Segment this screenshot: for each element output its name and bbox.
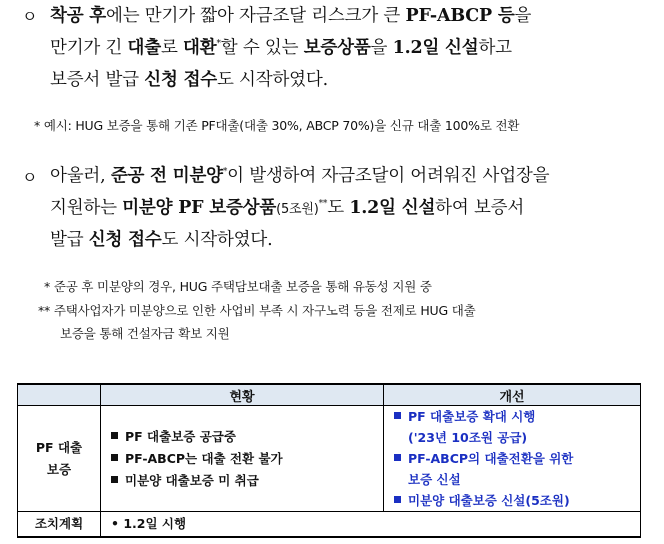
action-plan-value: • 1.2일 시행 [101, 512, 641, 538]
table-row [18, 512, 641, 538]
list-item: 미분양 대출보증 신설(5조원) [394, 490, 634, 511]
circle-bullet-icon: ㅇ [22, 7, 38, 26]
current-status-cell [101, 406, 384, 512]
p2-line-2: 지원하는 미분양 PF 보증상품(5조원)**도 1.2일 신설하여 보증서 [50, 198, 525, 218]
p2-footnote-2: ** 주택사업자가 미분양으로 인한 사업비 부족 시 자구노력 등을 전제로 HUG 대출 [38, 303, 476, 318]
p2-footnote-2-cont: 보증을 통해 건설자금 확보 지원 [60, 326, 230, 341]
table-header-empty [18, 384, 101, 406]
list-item-continuation: 보증 신설 [408, 472, 461, 487]
p1-line-1: 착공 후에는 만기가 짧아 자금조달 리스크가 큰 PF-ABCP 등을 [50, 6, 532, 26]
p1-line-3: 보증서 발급 신청 접수도 시작하였다. [50, 70, 328, 90]
p2-footnote-1: * 준공 후 미분양의 경우, HUG 주택담보대출 보증을 통해 유동성 지원 중 [44, 279, 432, 294]
row-label-action-plan: 조치계획 [18, 512, 101, 538]
list-item: PF 대출보증 확대 시행 [394, 406, 634, 427]
improvement-cell [384, 406, 641, 512]
p2-line-3: 발급 신청 접수도 시작하였다. [50, 230, 273, 250]
square-bullet-icon [111, 432, 118, 439]
square-bullet-icon [111, 476, 118, 483]
table-header-row [18, 384, 641, 406]
table-row [18, 406, 641, 512]
list-item: 미분양 대출보증 미 취급 [111, 470, 377, 492]
list-item-continuation: ('23년 10조원 공급) [408, 430, 528, 445]
comparison-table [17, 383, 641, 538]
p2-line-1: 아울러, 준공 전 미분양*이 발생하여 자금조달이 어려워진 사업장을 [50, 166, 550, 186]
list-item: PF-ABCP는 대출 전환 불가 [111, 448, 377, 470]
square-bullet-icon [111, 454, 118, 461]
list-item: PF-ABCP의 대출전환을 위한 [394, 448, 634, 469]
p1-line-2: 만기가 긴 대출로 대환*할 수 있는 보증상품을 1.2일 신설하고 [50, 38, 512, 58]
table-header-improve: 개선 [384, 384, 641, 406]
table-header-current: 현황 [101, 384, 384, 406]
row-label-pf-loan: PF 대출 보증 [18, 406, 101, 512]
square-bullet-icon [394, 412, 401, 419]
list-item: PF 대출보증 공급중 [111, 426, 377, 448]
square-bullet-icon [394, 496, 401, 503]
square-bullet-icon [394, 454, 401, 461]
p1-footnote: * 예시: HUG 보증을 통해 기존 PF대출(대출 30%, ABCP 70%)을 신규 대출 100%로 전환 [34, 118, 520, 133]
circle-bullet-icon: ㅇ [22, 168, 38, 187]
